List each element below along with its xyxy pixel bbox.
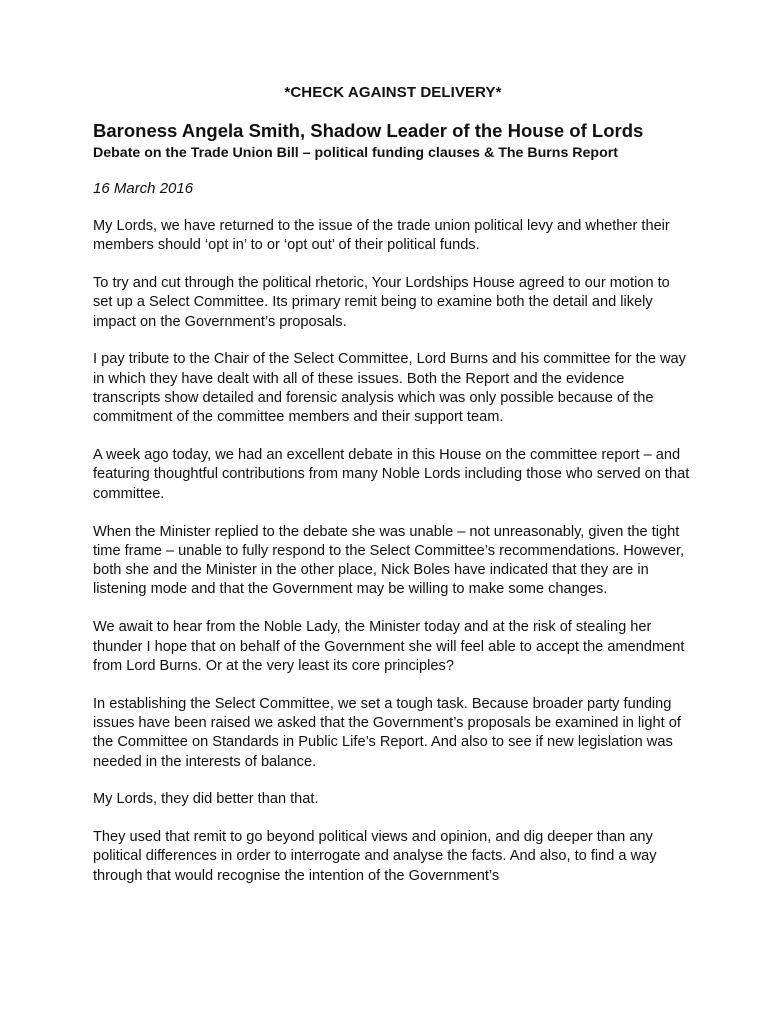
paragraph: I pay tribute to the Chair of the Select Committee, Lord Burns and his committee for the way in which they have dealt with all of these issues. Both the Report and the evidence transcripts show detailed and forensic analysis which was only possible because of the commitment of the committee members and their support team. [93, 351, 686, 426]
paragraph: In establishing the Select Committee, we set a tough task. Because broader party funding issues have been raised we asked that the Government’s proposals be examined in light of the Committee on Standards in Public Life’s Report. And also to see if new legislation was needed in the interests of balance. [93, 695, 681, 770]
speech-title: Baroness Angela Smith, Shadow Leader of the House of Lords [93, 120, 644, 141]
speech-subtitle: Debate on the Trade Union Bill – political funding clauses & The Burns Report [93, 145, 618, 161]
speech-date: 16 March 2016 [93, 180, 194, 197]
paragraph: To try and cut through the political rhetoric, Your Lordships House agreed to our motion to set up a Select Committee. Its primary remit being to examine both the detail and likely impact on the Government’s proposals. [93, 275, 670, 330]
paragraph: My Lords, we have returned to the issue of the trade union political levy and whether their members should ‘opt in’ to or ‘opt out’ of their political funds. [93, 218, 670, 254]
paragraph: When the Minister replied to the debate she was unable – not unreasonably, given the tight time frame – unable to fully respond to the Select Committee’s recommendations. However, both she and the Minister in the other place, Nick Boles have indicated that they are in listening mode and that the Government may be willing to make some changes. [93, 523, 685, 598]
document-body [93, 84, 693, 905]
paragraph: A week ago today, we had an excellent debate in this House on the committee report – and featuring thoughtful contributions from many Noble Lords including those who served on that committee. [93, 447, 690, 502]
check-against-delivery-banner: *CHECK AGAINST DELIVERY* [284, 84, 502, 101]
paragraph: My Lords, they did better than that. [93, 791, 319, 808]
paragraph: We await to hear from the Noble Lady, the Minister today and at the risk of stealing her thunder I hope that on behalf of the Government she will feel able to accept the amendment from Lord Burns. Or at the very least its core principles? [93, 619, 685, 674]
paragraph: They used that remit to go beyond political views and opinion, and dig deeper than any political differences in order to interrogate and analyse the facts. And also, to find a way through that would recognise the intention of the Government’s [93, 829, 657, 884]
